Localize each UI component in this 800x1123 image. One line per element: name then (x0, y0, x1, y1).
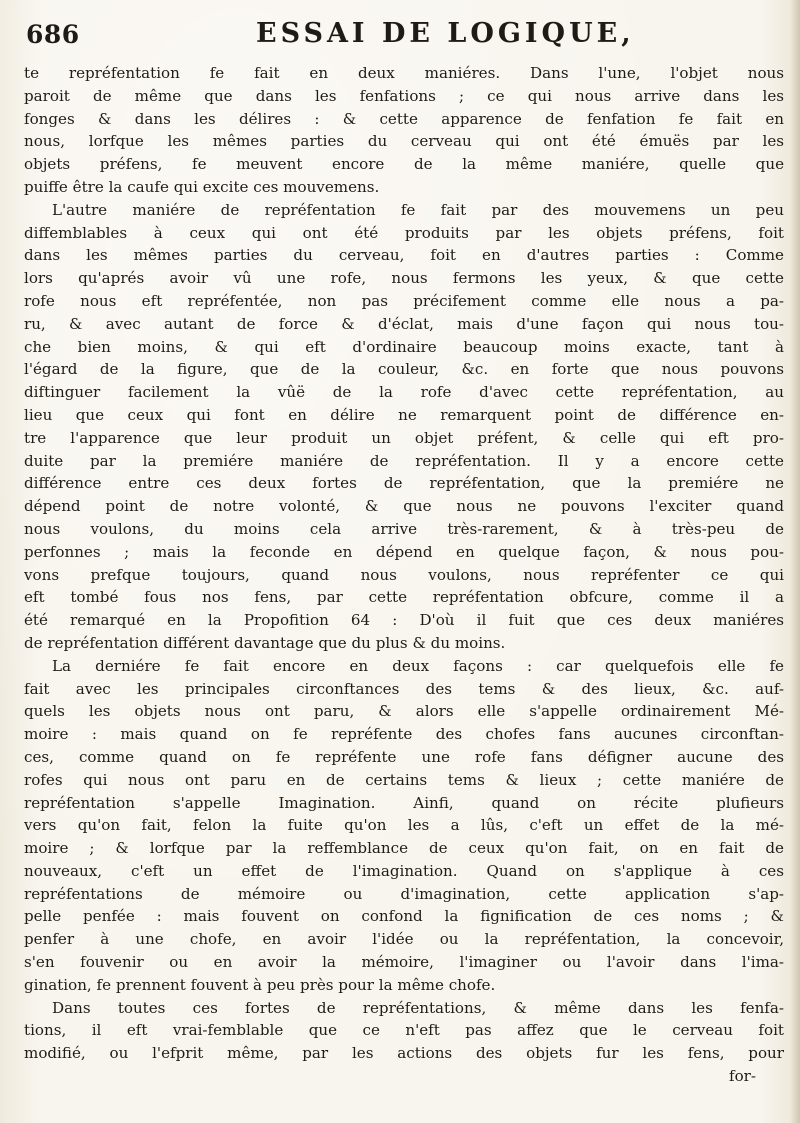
text-line: repréfentations de mémoire ou d'imagination, cette application s'ap- (24, 884, 784, 903)
running-title: ESSAI DE LOGIQUE, (256, 18, 635, 49)
text-line: moire : mais quand on fe repréfente des chofes fans aucunes circonftan- (24, 725, 784, 744)
text-line: La derniére fe fait encore en deux façons : car quelquefois elle fe (52, 656, 784, 675)
text-line: s'en fouvenir ou en avoir la mémoire, l'imaginer ou l'avoir dans l'ima- (24, 953, 784, 972)
text-line: lieu que ceux qui font en délire ne remarquent point de différence en- (24, 405, 784, 424)
text-line: rofes qui nous ont paru en de certains tems & lieux ; cette maniére de (24, 770, 784, 789)
text-line: nous voulons, du moins cela arrive très-rarement, & à très-peu de (24, 519, 784, 538)
text-line: diftinguer facilement la vûë de la rofe d'avec cette repréfentation, au (24, 383, 784, 402)
text-line: diffemblables à ceux qui ont été produits par les objets préfens, foit (24, 223, 784, 242)
text-line: fonges & dans les délires : & cette apparence de fenfation fe fait en (24, 109, 784, 128)
text-line: perfonnes ; mais la feconde en dépend en quelque façon, & nous pou- (24, 542, 784, 561)
text-line: gination, fe prennent fouvent à peu près pour la même chofe. (24, 975, 496, 994)
text-line: rofe nous eft repréfentée, non pas précifement comme elle nous a pa- (24, 291, 784, 310)
text-line: te repréfentation fe fait en deux maniéres. Dans l'une, l'objet nous (24, 64, 784, 82)
text-line: duite par la premiére maniére de repréfentation. Il y a encore cette (24, 451, 784, 470)
text-line: puiffe être la caufe qui excite ces mouvemens. (24, 177, 380, 196)
text-line: ces, comme quand on fe repréfente une rofe fans défigner aucune des (24, 747, 784, 766)
text-line: vons prefque toujours, quand nous voulons, nous repréfenter ce qui (24, 565, 784, 584)
text-line: ru, & avec autant de force & d'éclat, mais d'une façon qui nous tou- (24, 314, 784, 333)
text-line: che bien moins, & qui eft d'ordinaire beaucoup moins exacte, tant à (24, 337, 784, 356)
page-number: 686 (26, 20, 80, 49)
text-line: l'égard de la figure, que de la couleur, &c. en forte que nous pouvons (24, 360, 784, 379)
text-line: moire ; & lorfque par la reffemblance de ceux qu'on fait, on en fait de (24, 839, 784, 858)
text-line: paroit de même que dans les fenfations ; ce qui nous arrive dans les (24, 86, 784, 105)
text-line: penfer à une chofe, en avoir l'idée ou la repréfentation, la concevoir, (24, 930, 784, 949)
text-line: objets préfens, fe meuvent encore de la même maniére, quelle que (24, 155, 784, 174)
text-line: repréfentation s'appelle Imagination. Ainfi, quand on récite plufieurs (24, 793, 784, 812)
text-line: vers qu'on fait, felon la fuite qu'on les a lûs, c'eft un effet de la mé- (24, 816, 784, 835)
body-text (24, 62, 784, 1088)
text-line: fait avec les principales circonftances des tems & des lieux, &c. auf- (24, 679, 784, 698)
page-edge-shadow (790, 0, 800, 1123)
text-line: eft tombé fous nos fens, par cette repréfentation obfcure, comme il a (24, 588, 784, 607)
text-line: nous, lorfque les mêmes parties du cerveau qui ont été émuës par les (24, 132, 784, 151)
text-line: L'autre maniére de repréfentation fe fait par des mouvemens un peu (52, 200, 784, 219)
text-line: Dans toutes ces fortes de repréfentations, & même dans les fenfa- (52, 998, 784, 1017)
text-line: nouveaux, c'eft un effet de l'imagination. Quand on s'applique à ces (24, 861, 784, 880)
text-line: été remarqué en la Propofition 64 : D'où il fuit que ces deux maniéres (24, 611, 784, 630)
text-line: dans les mêmes parties du cerveau, foit en d'autres parties : Comme (24, 246, 784, 265)
catchword: for- (729, 1067, 756, 1086)
text-line: tre l'apparence que leur produit un objet préfent, & celle qui eft pro- (24, 428, 784, 447)
text-line: de repréfentation différent davantage que du plus & du moins. (24, 633, 506, 652)
text-line: dépend point de notre volonté, & que nous ne pouvons l'exciter quand (24, 497, 784, 516)
text-line: modifié, ou l'efprit même, par les actions des objets fur les fens, pour (24, 1044, 784, 1063)
text-line: lors qu'aprés avoir vû une rofe, nous fermons les yeux, & que cette (24, 269, 784, 288)
text-line: pelle penfée : mais fouvent on confond la fignification de ces noms ; & (24, 907, 784, 926)
text-line: tions, il eft vrai-femblable que ce n'eft pas affez que le cerveau foit (24, 1021, 784, 1040)
text-line: différence entre ces deux fortes de repréfentation, que la premiére ne (24, 474, 784, 493)
text-line: quels les objets nous ont paru, & alors elle s'appelle ordinairement Mé- (24, 702, 784, 721)
